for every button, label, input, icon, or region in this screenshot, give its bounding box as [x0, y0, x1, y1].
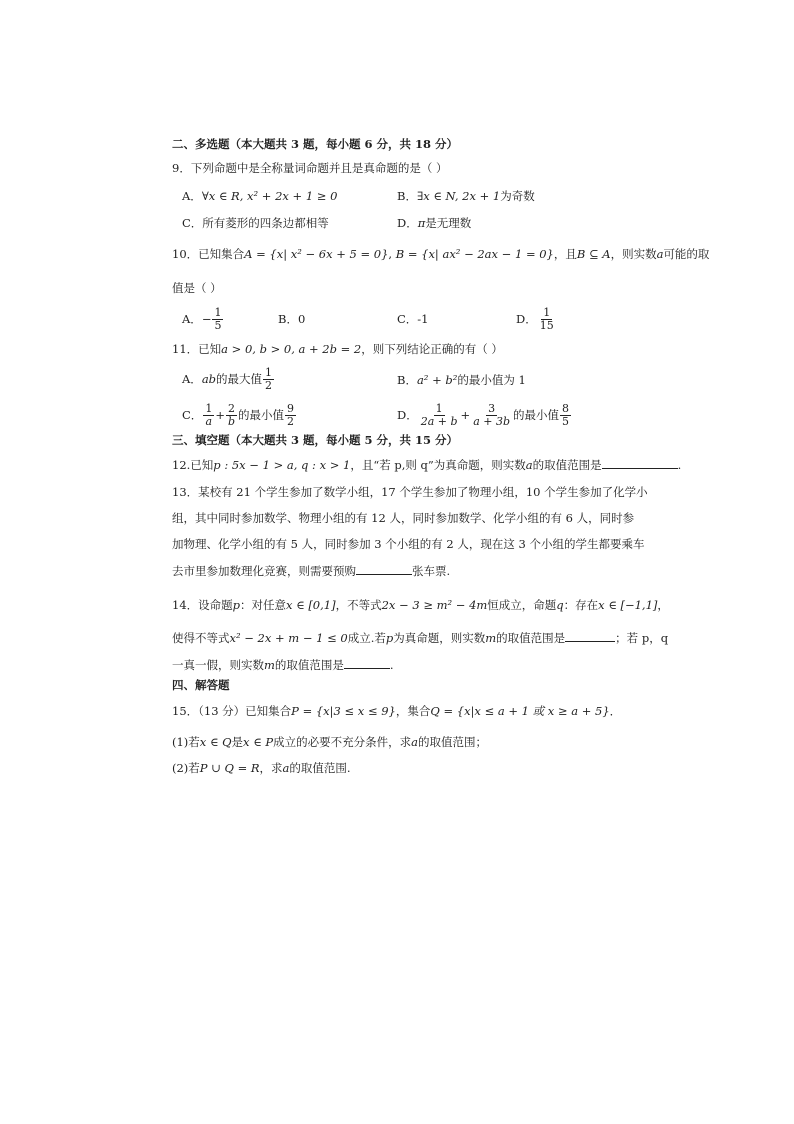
- q11-option-a-num: 1: [265, 365, 273, 379]
- q11-option-d-n1: 1: [435, 401, 443, 415]
- q15-s2-c: 的取值范围.: [289, 761, 351, 775]
- q12-math: p : 5x − 1 > a, q : x > 1: [213, 458, 351, 472]
- q11-option-d-plus: +: [460, 408, 471, 422]
- q10-option-a-fraction: [212, 307, 223, 332]
- q15-end: ．: [609, 704, 622, 718]
- q10-tail: ，则实数: [610, 247, 657, 261]
- q13-line-4-pre: 去市里参加数理化竞赛，则需要预购: [172, 564, 356, 578]
- q14-line-2: [172, 629, 668, 646]
- q13-line-1: 13．某校有 21 个学生参加了数学小组，17 个学生参加了物理小组，10 个学生参加了化学小: [172, 485, 648, 499]
- q12-mid: ，且“若 p,则 q”为真命题，则实数: [350, 458, 526, 472]
- q10-tail2: 可能的取: [663, 247, 710, 261]
- q14-l2-b: 成立.若: [347, 631, 386, 645]
- q11-option-c-d3: 2: [287, 414, 294, 428]
- q9-option-d: [397, 215, 471, 231]
- q9-option-a-math: ∀x ∈ R, x² + 2x + 1 ≥ 0: [201, 189, 338, 203]
- q10-num: 10．已知集合: [172, 247, 245, 261]
- q11-option-a-fraction: [263, 367, 274, 392]
- q10-cond: B ⊆ A: [576, 247, 611, 261]
- q14-p-2: p: [385, 631, 394, 645]
- q15-s1-m1: x ∈ Q: [199, 735, 232, 749]
- q15-s2-var: a: [282, 761, 290, 775]
- q11-option-b-text: 的最小值为 1: [457, 373, 526, 387]
- q14-l3-c: .: [389, 658, 394, 672]
- q14-m-2: m: [264, 658, 275, 672]
- q14-q: q: [556, 598, 564, 612]
- q14-l2-a: 使得不等式: [172, 631, 230, 645]
- q11-option-a: [182, 366, 275, 392]
- q11-option-d-d1: 2a + b: [420, 414, 458, 428]
- q11-option-a-den: 2: [265, 378, 273, 392]
- q13-line-3: 加物理、化学小组的有 5 人，同时参加 3 个小组的有 2 人，现在这 3 个小组的学生都要乘车: [172, 537, 645, 551]
- q14-line-3: [172, 656, 394, 673]
- q11-option-b-label: B．: [397, 373, 417, 387]
- q15-s1-var: a: [411, 735, 418, 749]
- q11-option-c-n3: 9: [287, 401, 294, 415]
- q15-s1-c: 成立的必要不充分条件，求: [273, 735, 412, 749]
- q11-option-a-label: A．: [182, 372, 202, 386]
- q10-option-a-sign: −: [201, 312, 212, 326]
- q9-option-c: C．所有菱形的四条边都相等: [182, 216, 329, 230]
- q15-mid: ，集合: [395, 704, 431, 718]
- q11-option-d-label: D．: [397, 408, 418, 422]
- q10-option-a-label: A．: [182, 312, 202, 326]
- q12-answer-blank[interactable]: [602, 456, 678, 469]
- q9-option-d-math: π: [417, 216, 426, 230]
- q11-option-c: [182, 402, 297, 428]
- section-2-title: 二、多选题（本大题共 3 题，每小题 6 分，共 18 分）: [172, 137, 459, 151]
- q11-cond: a > 0, b > 0, a + 2b = 2: [221, 342, 362, 356]
- q11-option-d-frac2: [471, 403, 512, 428]
- q13-line-4: [172, 562, 450, 579]
- q11-option-d-n2: 3: [488, 401, 496, 415]
- q14-l2-e: ；若 p，q: [615, 631, 669, 645]
- q10-option-a-den: 5: [214, 318, 222, 332]
- q11-option-c-text: 的最小值: [238, 408, 284, 422]
- q15-set-p: P = {x|3 ≤ x ≤ 9}: [291, 704, 396, 718]
- q10-set-b: B = {x| ax² − 2ax − 1 = 0}: [395, 247, 554, 261]
- q13-line-4-post: 张车票.: [412, 564, 451, 578]
- q15-pre: 15．（13 分）已知集合: [172, 704, 292, 718]
- q11-option-d-text: 的最小值: [513, 408, 559, 422]
- section-3-title: 三、填空题（本大题共 3 题，每小题 5 分，共 15 分）: [172, 433, 459, 447]
- q9-option-b-math: ∃x ∈ N, 2x + 1: [416, 189, 501, 203]
- q10-option-b: B．0: [278, 312, 306, 326]
- q9-option-b-text: 为奇数: [500, 189, 535, 203]
- q14-l1-e: ，: [657, 598, 669, 612]
- q14-answer-blank-1[interactable]: [565, 629, 615, 642]
- q14-l1-b: ，不等式: [335, 598, 382, 612]
- q11-option-c-label: C．: [182, 408, 203, 422]
- q14-l1-a: ：对任意: [240, 598, 287, 612]
- section-4-title: 四、解答题: [172, 678, 230, 692]
- q15-sub-1: [172, 734, 487, 750]
- q15-set-q: Q = {x|x ≤ a + 1 或 x ≥ a + 5}: [430, 704, 610, 718]
- q9-option-a: [182, 188, 337, 204]
- q13-line-2: 组，其中同时参加数学、物理小组的有 12 人，同时参加数学、化学小组的有 6 人，同时参: [172, 511, 635, 525]
- q15-stem: [172, 703, 621, 719]
- q14-line-1: [172, 597, 669, 613]
- q9-option-b-label: B．: [397, 189, 417, 203]
- q14-x-in1: x ∈ [0,1]: [286, 598, 336, 612]
- q11-option-d-d2: a + 3b: [473, 414, 510, 428]
- q15-s2-b: ，求: [259, 761, 283, 775]
- q10-option-a-num: 1: [214, 305, 222, 319]
- q9-option-b: [397, 188, 535, 204]
- q11-option-d-frac1: [419, 403, 460, 428]
- q11-option-d-n3: 8: [562, 401, 569, 415]
- q10-set-a: A = {x| x² − 6x + 5 = 0}: [244, 247, 389, 261]
- q15-s1-a: (1)若: [172, 735, 200, 749]
- q10-option-a: [182, 306, 224, 332]
- q14-l3-b: 的取值范围是: [274, 658, 344, 672]
- q10-option-d-label: D．: [516, 312, 537, 326]
- q14-l1-pre: 14．设命题: [172, 598, 233, 612]
- q9-option-d-text: 是无理数: [425, 216, 472, 230]
- q12-pre: 12.已知: [172, 458, 214, 472]
- q11-option-c-frac3: [285, 403, 296, 428]
- q11-option-d-d3: 5: [562, 414, 569, 428]
- q14-l3-a: 一真一假，则实数: [172, 658, 264, 672]
- q15-s2-m: P ∪ Q = R: [199, 761, 260, 775]
- q11-stem: [172, 341, 503, 357]
- q10-option-c: C．-1: [397, 312, 429, 326]
- q11-option-a-math: ab: [201, 372, 217, 386]
- q11-option-c-frac1: [203, 403, 214, 428]
- q9-option-d-label: D．: [397, 216, 418, 230]
- q15-s2-a: (2)若: [172, 761, 200, 775]
- q15-sub-2: [172, 760, 351, 776]
- q14-l1-d: ：存在: [563, 598, 599, 612]
- q10-var: a: [656, 247, 664, 261]
- q14-x-in2: x ∈ [−1,1]: [598, 598, 658, 612]
- q10-mid: ，且: [553, 247, 577, 261]
- q9-option-a-label: A．: [182, 189, 202, 203]
- q11-option-c-frac2: [226, 403, 237, 428]
- q14-l2-d: 的取值范围是: [496, 631, 566, 645]
- q14-ineq1: 2x − 3 ≥ m² − 4m: [381, 598, 488, 612]
- q11-option-d-frac3: [560, 403, 571, 428]
- q14-l2-c: 为真命题，则实数: [393, 631, 486, 645]
- q11-option-c-d1: a: [205, 414, 213, 428]
- q10-option-d-fraction: [538, 307, 556, 332]
- q14-m: m: [485, 631, 497, 645]
- q9-stem: 9．下列命题中是全称量词命题并且是真命题的是（ ）: [172, 161, 448, 175]
- q13-answer-blank[interactable]: [356, 562, 412, 575]
- q10-option-d-num: 1: [543, 305, 551, 319]
- q15-s1-b: 是: [231, 735, 244, 749]
- q11-stem-pre: 11．已知: [172, 342, 222, 356]
- q12-var: a: [525, 458, 533, 472]
- q14-l1-c: 恒成立，命题: [487, 598, 557, 612]
- q14-ineq2: x² − 2x + m − 1 ≤ 0: [229, 631, 348, 645]
- q14-answer-blank-2[interactable]: [344, 656, 390, 669]
- q11-option-b: [397, 372, 526, 388]
- q11-option-c-d2: b: [227, 414, 235, 428]
- q14-p: p: [232, 598, 241, 612]
- q10-option-d-den: 15: [539, 318, 554, 332]
- q12-end: .: [677, 458, 682, 472]
- q15-s1-d: 的取值范围；: [417, 735, 487, 749]
- q10-option-d: [516, 306, 557, 332]
- q12-stem: [172, 456, 681, 473]
- q12-post: 的取值范围是: [532, 458, 602, 472]
- q10-stem-line2: 值是（ ）: [172, 281, 222, 295]
- q11-option-b-math: a² + b²: [416, 373, 458, 387]
- q10-stem: 10．已知集合A = {x| x² − 6x + 5 = 0}, B = {x| ax² − 2ax − 1 = 0}，且B ⊆ A，则实数a可能的取: [172, 247, 710, 261]
- q11-option-c-n2: 2: [227, 401, 235, 415]
- q15-s1-m2: x ∈ P: [243, 735, 274, 749]
- q11-option-c-n1: 1: [205, 401, 213, 415]
- q11-option-a-text: 的最大值: [216, 372, 263, 386]
- q11-stem-post: ，则下列结论正确的有（ ）: [361, 342, 503, 356]
- q11-option-d: [397, 402, 572, 428]
- q11-option-c-plus: +: [215, 408, 225, 422]
